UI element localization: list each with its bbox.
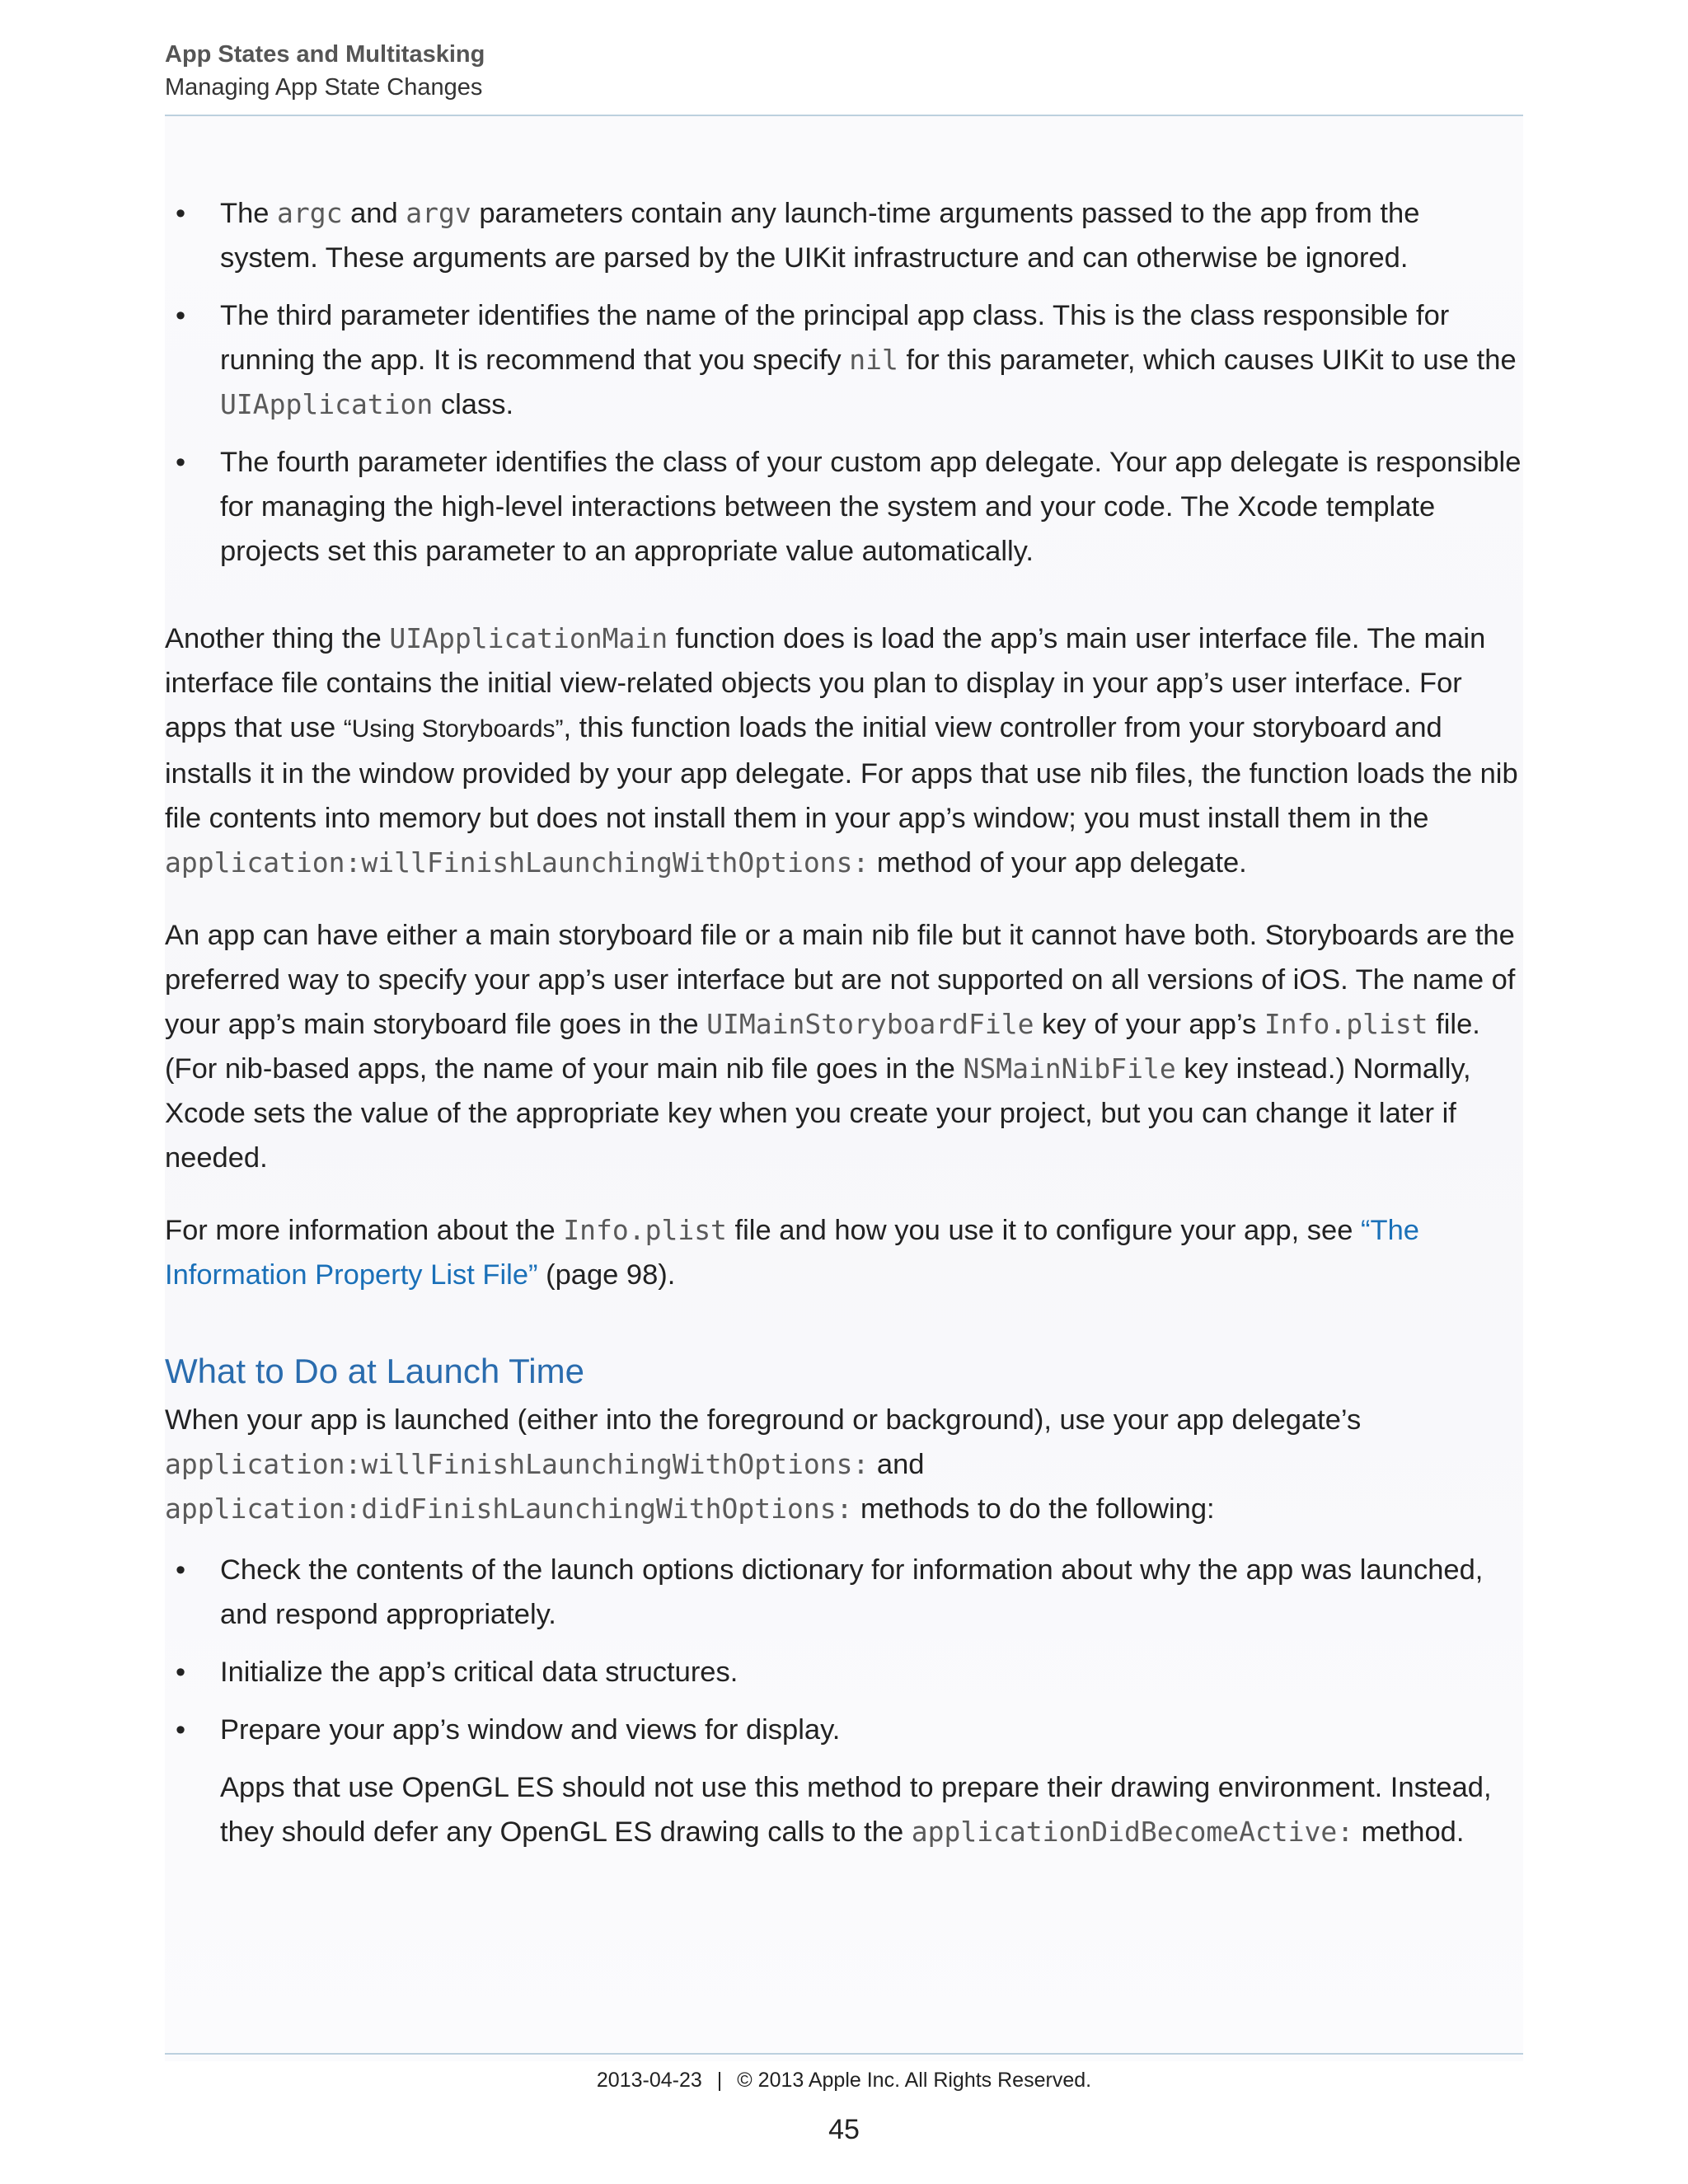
paragraph-main-interface: Another thing the UIApplicationMain function does is load the app’s main user interface file. The main interface file contains the initial view-related objects you plan to display in your app’s user interface. For apps that use “Using Storyboards”, this function loads the initial view controller from your storyboard and installs it in the window provided by your app delegate. For apps that use nib files, the function loads the nib file contents into memory but does not install them in your app’s window; you must install them in the application:willFinishLaunchingWithOptions: method of your app delegate. xyxy=(165,622,1518,879)
list-item: • The fourth parameter identifies the class of your custom app delegate. Your app delegate is responsible for managing the high-level interactions between the system and your code. The Xcode template projects set this parameter to an appropriate value automatically. xyxy=(165,440,1525,574)
bullet-icon: • xyxy=(176,198,186,229)
code-term: nil xyxy=(849,344,898,376)
page-number: 45 xyxy=(828,2114,860,2145)
code-term: NSMainNibFile xyxy=(963,1052,1176,1085)
header-divider xyxy=(165,115,1523,116)
footer-copyright: © 2013 Apple Inc. All Rights Reserved. xyxy=(737,2069,1092,2092)
code-term: application:didFinishLaunchingWithOptions: xyxy=(165,1493,853,1525)
code-term: Info.plist xyxy=(1264,1008,1428,1040)
code-term: applicationDidBecomeActive: xyxy=(911,1816,1354,1848)
xref-using-storyboards: “Using Storyboards” xyxy=(343,715,564,743)
paragraph-storyboard: An app can have either a main storyboard file or a main nib file but it cannot have both. Storyboards are the preferred way to specify your app’s user interface but are not supported on all versions of iOS. The name of your app’s main storyboard file goes in the UIMainStoryboardFile key of your app’s Info.plist file. (For nib-based apps, the name of your main nib file goes in the NSMainNibFile key instead.) Normally, Xcode sets the value of the appropriate key when you create your project, but you can change it later if needed. xyxy=(165,920,1516,1174)
section-title: Managing App State Changes xyxy=(165,74,483,101)
section-heading: What to Do at Launch Time xyxy=(165,1352,584,1390)
footer-date: 2013-04-23 xyxy=(596,2069,702,2092)
page-content xyxy=(165,191,1525,1868)
launch-steps-list xyxy=(165,1548,1525,1854)
chapter-title: App States and Multitasking xyxy=(165,41,485,68)
paragraph-launch-time: When your app is launched (either into the foreground or background), use your app delegate’s application:willFinishLaunchingWithOptions: and application:didFinishLaunchingWithOptions: methods to do the following: xyxy=(165,1404,1362,1525)
code-term: Info.plist xyxy=(563,1214,727,1246)
list-item: • Check the contents of the launch options dictionary for information about why the app was launched, and respond appropriately. xyxy=(165,1548,1525,1637)
bullet-icon: • xyxy=(176,1714,186,1746)
list-item: • Prepare your app’s window and views for display. Apps that use OpenGL ES should not use this method to prepare their drawing environment. Instead, they should defer any OpenGL ES drawing calls to the applicationDidBecomeActive: method. xyxy=(165,1708,1525,1854)
code-term: argc xyxy=(277,197,343,229)
list-item: • The third parameter identifies the name of the principal app class. This is the class responsible for running the app. It is recommend that you specify nil for this parameter, which causes UIKit to use the UIApplication class. xyxy=(165,293,1525,427)
list-item: • Initialize the app’s critical data structures. xyxy=(165,1650,1525,1694)
bullet-icon: • xyxy=(176,300,186,331)
code-term: application:willFinishLaunchingWithOptions: xyxy=(165,1448,870,1480)
footer-divider xyxy=(165,2053,1523,2055)
page-footer xyxy=(165,2064,1523,2097)
footer-separator: | xyxy=(716,2069,723,2092)
paragraph-more-info: For more information about the Info.plist file and how you use it to configure your app, see “The Information Property List File” (page 98). xyxy=(165,1214,1419,1291)
code-term: UIApplicationMain xyxy=(389,622,668,654)
info-plist-link[interactable]: “The Information Property List File” xyxy=(165,1215,1419,1291)
list-item: • The argc and argv parameters contain any launch-time arguments passed to the app from the system. These arguments are parsed by the UIKit infrastructure and can otherwise be ignored. xyxy=(165,191,1525,280)
bullet-icon: • xyxy=(176,1657,186,1688)
bullet-icon: • xyxy=(176,1554,186,1586)
parameter-list xyxy=(165,191,1525,574)
code-term: UIApplication xyxy=(220,388,434,420)
bullet-icon: • xyxy=(176,447,186,478)
code-term: application:willFinishLaunchingWithOptions: xyxy=(165,846,870,879)
page-header xyxy=(165,38,1523,104)
code-term: UIMainStoryboardFile xyxy=(706,1008,1034,1040)
opengl-note: Apps that use OpenGL ES should not use this method to prepare their drawing environment. Instead, they should defer any OpenGL ES drawing calls to the applicationDidBecomeActive: method. xyxy=(220,1772,1492,1848)
code-term: argv xyxy=(406,197,471,229)
